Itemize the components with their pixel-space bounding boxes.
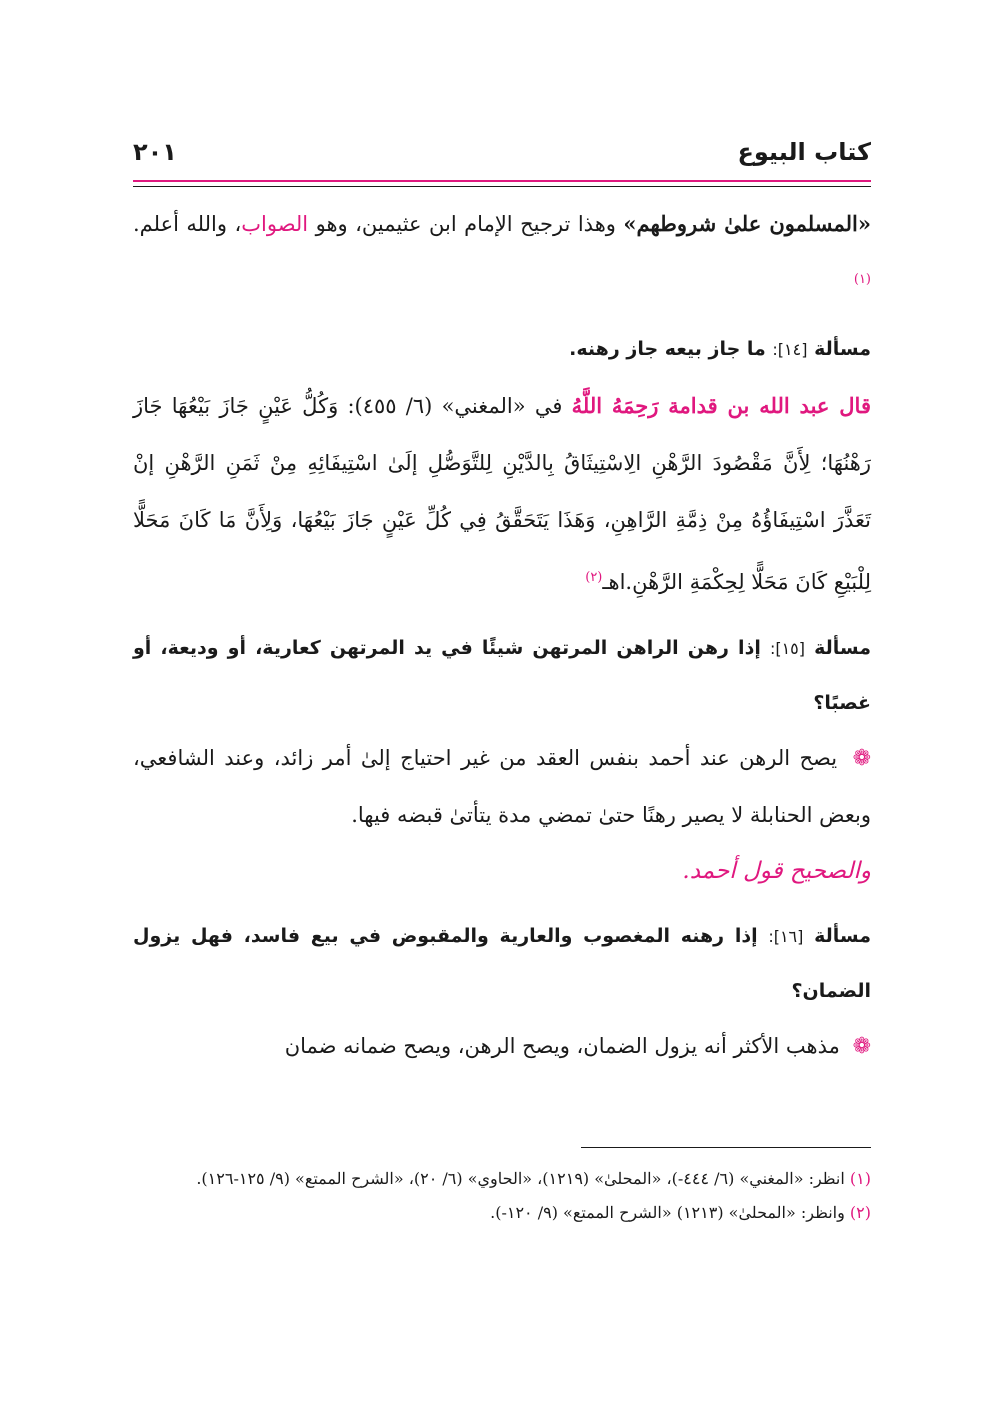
footnote-1 — [133, 1162, 871, 1196]
masala-title: إذا رهن الراهن المرتهن شيئًا في يد المرتهن كعارية، أو وديعة، أو غصبًا؟ — [133, 637, 871, 714]
footnote-ref-2: (٢) — [585, 570, 603, 585]
footnote-text: وانظر: «المحلىٰ» (١٢١٣) «الشرح الممتع» (٩/ ١٢٠-). — [490, 1203, 850, 1222]
footnotes — [133, 1162, 871, 1230]
intro-text-1: وهذا ترجيح الإمام ابن عثيمين، وهو — [308, 212, 624, 236]
intro-paragraph — [133, 196, 871, 312]
masala-14-heading — [133, 322, 871, 377]
masala-15-conclusion — [133, 843, 871, 899]
footnote-number: (٢) — [849, 1203, 871, 1222]
intro-highlight: الصواب — [241, 212, 309, 236]
masala-16-answer — [133, 1018, 871, 1075]
flower-icon: ❁ — [852, 1034, 871, 1059]
footnote-2 — [133, 1196, 871, 1230]
intro-text-2: ، والله أعلم. — [133, 212, 242, 236]
masala-number: [١٤]: — [772, 340, 808, 359]
masala-15-heading — [133, 621, 871, 730]
masala-title: ما جاز بيعه جاز رهنه. — [569, 338, 773, 360]
footnote-number: (١) — [849, 1169, 871, 1188]
masala-16-heading — [133, 909, 871, 1018]
page-number: ٢٠١ — [133, 138, 177, 166]
author-name: قال عبد الله بن قدامة رَحِمَهُ اللَّهُ — [571, 393, 871, 418]
header-rule-pink — [133, 180, 871, 182]
running-header — [133, 128, 871, 176]
chapter-title: كتاب البيوع — [737, 138, 871, 166]
answer-text: مذهب الأكثر أنه يزول الضمان، ويصح الرهن، ويصح ضمانه ضمان — [284, 1034, 847, 1058]
answer-text: يصح الرهن عند أحمد بنفس العقد من غير احتياج إلىٰ أمر زائد، وعند الشافعي، وبعض الحنابلة لا يصير رهنًا حتىٰ تمضي مدة يتأتىٰ قبضه فيها. — [133, 746, 871, 827]
masala-label: مسألة — [814, 925, 871, 947]
footnote-separator — [581, 1147, 871, 1148]
conclusion-text: والصحيح قول أحمد. — [682, 858, 871, 884]
masala-title: إذا رهنه المغصوب والعارية والمقبوض في بيع فاسد، فهل يزول الضمان؟ — [133, 925, 871, 1002]
flower-icon: ❁ — [852, 746, 871, 771]
masala-number: [١٥]: — [769, 639, 806, 658]
masala-label: مسألة — [814, 338, 871, 360]
masala-number: [١٦]: — [768, 927, 804, 946]
footnote-text: انظر: «المغني» (٦/ ٤٤٤-)، «المحلىٰ» (١٢١٩)، «الحاوي» (٦/ ٢٠)، «الشرح الممتع» (٩/ ١٢٥-١٢٦). — [196, 1169, 850, 1188]
footnote-ref-1: (١) — [853, 272, 871, 287]
intro-quote: «المسلمون علىٰ شروطهم» — [623, 211, 871, 236]
header-rule-black — [133, 186, 871, 187]
masala-14-quote — [133, 377, 871, 611]
masala-15-answer — [133, 730, 871, 843]
masala-label: مسألة — [814, 637, 871, 659]
page-body — [133, 196, 871, 1075]
quote-text: في «المغني» (٦/ ٤٥٥): وَكُلُّ عَيْنٍ جَازَ بَيْعُهَا جَازَ رَهْنُهَا؛ لِأَنَّ مَقْصُودَ الرَّهْنِ الِاسْتِيثَاقُ بِالدَّيْنِ لِلتَّوَصُّلِ إلَىٰ اسْتِيفَائِهِ مِنْ ثَمَنِ الرَّهْنِ إنْ تَعَذَّرَ اسْتِيفَاؤُهُ مِنْ ذِمَّةِ الرَّاهِنِ، وَهَذَا يَتَحَقَّقُ فِي كُلِّ عَيْنٍ جَازَ بَيْعُهَا، وَلِأَنَّ مَا كَانَ مَحَلًّا لِلْبَيْعِ كَانَ مَحَلًّا لِحِكْمَةِ الرَّهْنِ.اهـ — [133, 394, 871, 594]
